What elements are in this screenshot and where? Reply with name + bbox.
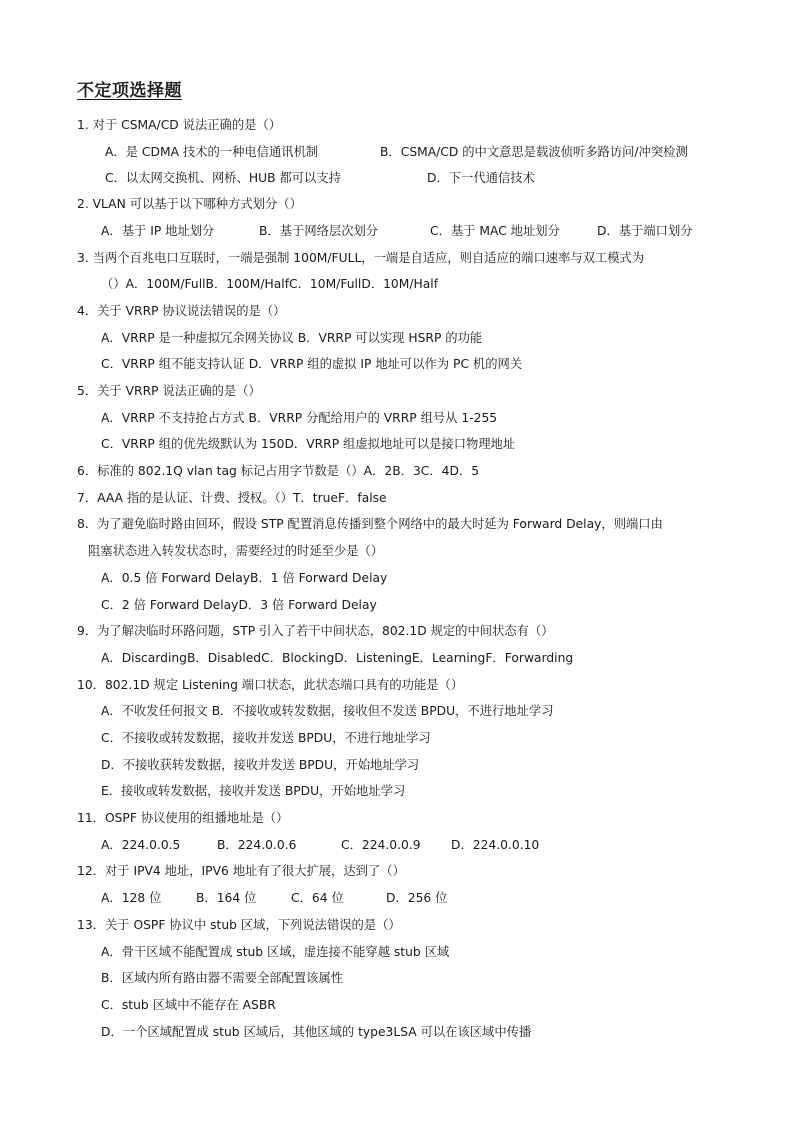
q8-options-ab: A．0.5 倍 Forward DelayB．1 倍 Forward Delay [101,571,388,585]
question-11: 11．OSPF 协议使用的组播地址是（） [77,811,289,825]
q10-options-ab: A．不收发任何报文 B．不接收或转发数据，接收但不发送 BPDU，不进行地址学习 [101,704,554,718]
q1-option-b: B．CSMA/CD 的中文意思是载波侦听多路访问/冲突检测 [380,145,688,159]
question-3: 3. 当两个百兆电口互联时，一端是强制 100M/FULL，一端是自适应，则自适应的端口速率与双工模式为 [77,251,645,265]
q4-options-ab: A．VRRP 是一种虚拟冗余网关协议 B．VRRP 可以实现 HSRP 的功能 [101,331,483,345]
q11-option-d: D．224.0.0.10 [451,838,540,852]
question-5: 5．关于 VRRP 说法正确的是（） [77,384,261,398]
q4-options-cd: C．VRRP 组不能支持认证 D．VRRP 组的虚拟 IP 地址可以作为 PC 机的网关 [101,357,523,371]
q9-options: A．DiscardingB．DisabledC．BlockingD．ListeningE．LearningF．Forwarding [101,651,574,665]
q12-option-a: A．128 位 [101,891,162,905]
q5-options-cd: C．VRRP 组的优先级默认为 150D．VRRP 组虚拟地址可以是接口物理地址 [101,437,516,451]
question-10: 10．802.1D 规定 Listening 端口状态，此状态端口具有的功能是（） [77,678,464,692]
q10-option-d: D．不接收获转发数据，接收并发送 BPDU，开始地址学习 [101,758,420,772]
question-8: 8．为了避免临时路由回环，假设 STP 配置消息传播到整个网络中的最大时延为 Forward Delay，则端口由 [77,517,663,531]
question-13: 13．关于 OSPF 协议中 stub 区域，下列说法错误的是（） [77,918,401,932]
q11-option-a: A．224.0.0.5 [101,838,181,852]
q13-option-b: B．区域内所有路由器不需要全部配置该属性 [101,971,344,985]
q12-option-c: C．64 位 [291,891,344,905]
q5-options-ab: A．VRRP 不支持抢占方式 B．VRRP 分配给用户的 VRRP 组号从 1-255 [101,411,498,425]
question-1: 1. 对于 CSMA/CD 说法正确的是（） [77,118,282,132]
q1-option-c: C．以太网交换机、网桥、HUB 都可以支持 [105,171,341,185]
q1-option-d: D．下一代通信技术 [427,171,535,185]
q2-option-a: A．基于 IP 地址划分 [101,224,215,238]
question-2: 2. VLAN 可以基于以下哪种方式划分（） [77,197,302,211]
question-9: 9．为了解决临时环路问题，STP 引入了若干中间状态，802.1D 规定的中间状态有（） [77,624,554,638]
q1-option-a: A．是 CDMA 技术的一种电信通讯机制 [105,145,319,159]
q13-option-d: D．一个区域配置成 stub 区域后，其他区域的 type3LSA 可以在该区域中传播 [101,1025,532,1039]
q13-option-a: A．骨干区域不能配置成 stub 区域，虚连接不能穿越 stub 区域 [101,945,450,959]
question-12: 12．对于 IPV4 地址，IPV6 地址有了很大扩展，达到了（） [77,864,405,878]
q11-option-b: B．224.0.0.6 [217,838,297,852]
q12-option-d: D．256 位 [386,891,448,905]
q2-option-b: B．基于网络层次划分 [259,224,379,238]
question-7: 7．AAA 指的是认证、计费、授权。（）T．trueF．false [77,491,387,505]
question-8-continued: 阻塞状态进入转发状态时，需要经过的时延至少是（） [88,544,384,558]
q2-option-d: D．基于端口划分 [597,224,693,238]
page-title: 不定项选择题 [77,81,182,101]
q13-option-c: C．stub 区域中不能存在 ASBR [101,998,276,1012]
q10-option-c: C．不接收或转发数据，接收并发送 BPDU，不进行地址学习 [101,731,431,745]
question-4: 4．关于 VRRP 协议说法错误的是（） [77,304,286,318]
q11-option-c: C．224.0.0.9 [341,838,421,852]
q10-option-e: E．接收或转发数据，接收并发送 BPDU，开始地址学习 [101,784,406,798]
q2-option-c: C．基于 MAC 地址划分 [430,224,560,238]
question-3-options: （）A．100M/FullB．100M/HalfC．10M/FullD．10M/Half [101,277,439,291]
q12-option-b: B．164 位 [196,891,257,905]
question-6: 6．标准的 802.1Q vlan tag 标记占用字节数是（）A．2B．3C．4D．5 [77,464,480,478]
q8-options-cd: C．2 倍 Forward DelayD．3 倍 Forward Delay [101,598,377,612]
